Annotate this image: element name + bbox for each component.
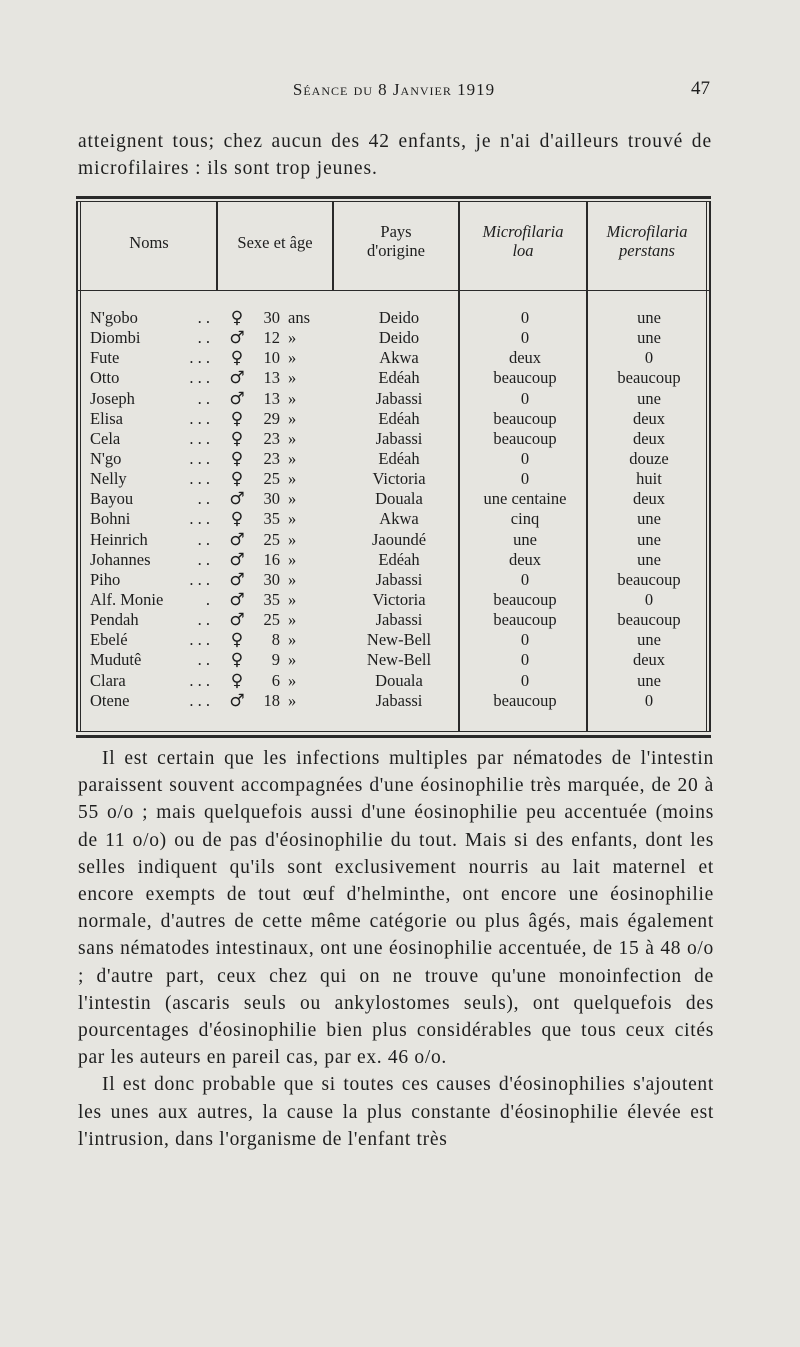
row-origin: Douala [375, 670, 423, 690]
header-loa-line2: loa [512, 241, 534, 260]
row-age-unit: » [288, 368, 297, 388]
row-name: Cela [90, 428, 121, 448]
table-row [76, 671, 711, 691]
row-microfilaria-perstans: une [637, 308, 661, 327]
header-perstans [588, 222, 706, 260]
row-microfilaria-perstans: beaucoup [617, 569, 681, 589]
row-age-unit: » [288, 589, 297, 609]
row-origin: Jabassi [375, 388, 423, 408]
row-microfilaria-loa: beaucoup [493, 610, 557, 630]
row-microfilaria-loa: 0 [520, 569, 530, 589]
table-row [76, 630, 711, 650]
row-age: 6 [271, 670, 280, 690]
table-row [76, 389, 711, 409]
row-dots: . . [197, 610, 210, 630]
row-age: 25 [263, 529, 280, 549]
table-row [76, 610, 711, 630]
row-dots: . . [197, 549, 210, 569]
row-age-unit: » [288, 428, 297, 448]
row-sex-symbol: ♀ [230, 428, 244, 449]
row-microfilaria-loa: 0 [520, 670, 530, 690]
row-age: 25 [263, 469, 280, 489]
row-age: 23 [263, 448, 280, 468]
row-microfilaria-loa: 0 [520, 388, 530, 408]
row-sex-symbol: ♀ [230, 469, 244, 490]
row-age: 18 [263, 690, 280, 710]
row-age: 35 [263, 589, 280, 609]
header-loa-line1: Microfilaria [482, 222, 564, 241]
header-names: Noms [129, 233, 169, 252]
row-age: 30 [263, 308, 280, 327]
row-name: Johannes [90, 549, 151, 569]
row-age: 23 [263, 428, 280, 448]
row-microfilaria-loa: beaucoup [493, 589, 557, 609]
row-age-unit: » [288, 348, 297, 368]
row-age: 8 [271, 630, 280, 650]
row-name: Bayou [90, 489, 134, 509]
row-age-unit: » [288, 408, 297, 428]
body-text [78, 745, 714, 1153]
row-name: Piho [90, 569, 121, 589]
row-age-unit: » [288, 549, 297, 569]
table-row [76, 308, 711, 328]
row-dots: . . . [189, 408, 210, 428]
row-sex-symbol: ♂ [229, 529, 245, 550]
row-origin: Douala [375, 489, 423, 509]
row-microfilaria-perstans: deux [632, 489, 666, 509]
row-age: 10 [263, 348, 280, 368]
row-microfilaria-perstans: une [637, 388, 661, 408]
row-microfilaria-perstans: huit [636, 469, 662, 489]
row-name: Alf. Monie [90, 589, 164, 609]
row-sex-symbol: ♂ [229, 328, 245, 349]
row-dots: . [205, 589, 210, 609]
row-sex-symbol: ♀ [230, 650, 244, 671]
row-microfilaria-loa: beaucoup [493, 368, 557, 388]
table-top-rule-thin [76, 201, 711, 202]
table-row [76, 590, 711, 610]
row-microfilaria-perstans: 0 [644, 589, 654, 609]
row-age: 35 [263, 509, 280, 529]
row-name: Clara [90, 670, 126, 690]
row-origin: Victoria [372, 589, 426, 609]
row-sex-symbol: ♀ [230, 670, 244, 691]
row-origin: Jaoundé [371, 529, 427, 549]
row-name: Ebelé [90, 630, 128, 650]
row-origin: Deido [378, 308, 420, 327]
row-sex-symbol: ♂ [229, 610, 245, 631]
page-number: 47 [691, 78, 710, 99]
row-age: 16 [263, 549, 280, 569]
row-microfilaria-perstans: beaucoup [617, 368, 681, 388]
row-microfilaria-perstans: 0 [644, 348, 654, 368]
table-body [76, 308, 711, 711]
row-age-unit: » [288, 509, 297, 529]
row-microfilaria-perstans: une [637, 670, 661, 690]
row-name: Diombi [90, 328, 141, 348]
row-microfilaria-loa: 0 [520, 630, 530, 650]
running-head [76, 80, 712, 106]
table-row [76, 489, 711, 509]
row-age-unit: » [288, 489, 297, 509]
row-name: N'gobo [90, 308, 138, 327]
row-sex-symbol: ♀ [230, 630, 244, 651]
row-microfilaria-perstans: 0 [644, 690, 654, 710]
row-age: 13 [263, 388, 280, 408]
row-microfilaria-loa: deux [508, 348, 542, 368]
row-dots: . . [197, 308, 210, 327]
row-name: Pendah [90, 610, 139, 630]
row-age-unit: » [288, 650, 297, 670]
row-dots: . . [197, 328, 210, 348]
row-sex-symbol: ♀ [230, 448, 244, 469]
row-name: Nelly [90, 469, 127, 489]
intro-paragraph: atteignent tous; chez aucun des 42 enfants, je n'ai d'ailleurs trouvé de microfilaires : ils sont trop jeunes. [78, 131, 712, 179]
row-sex-symbol: ♂ [229, 690, 245, 711]
table-row [76, 429, 711, 449]
row-age: 13 [263, 368, 280, 388]
row-dots: . . . [189, 348, 210, 368]
row-name: N'go [90, 448, 122, 468]
row-origin: Edéah [378, 368, 420, 388]
row-origin: Deido [378, 328, 420, 348]
row-dots: . . . [189, 509, 210, 529]
row-dots: . . . [189, 368, 210, 388]
row-microfilaria-loa: 0 [520, 448, 530, 468]
row-dots: . . . [189, 670, 210, 690]
row-age-unit: » [288, 448, 297, 468]
row-age-unit: » [288, 670, 297, 690]
header-sex-age: Sexe et âge [237, 233, 313, 252]
row-microfilaria-perstans: deux [632, 408, 666, 428]
row-origin: Victoria [372, 469, 426, 489]
row-sex-symbol: ♀ [230, 308, 244, 328]
row-name: Otene [90, 690, 130, 710]
row-microfilaria-loa: 0 [520, 308, 530, 327]
row-origin: Jabassi [375, 569, 423, 589]
row-age-unit: » [288, 610, 297, 630]
row-dots: . . . [189, 569, 210, 589]
row-sex-symbol: ♀ [230, 348, 244, 369]
header-origin-line2: d'origine [367, 241, 425, 260]
row-dots: . . . [189, 448, 210, 468]
row-microfilaria-loa: 0 [520, 328, 530, 348]
row-origin: Jabassi [375, 428, 423, 448]
row-sex-symbol: ♂ [229, 589, 245, 610]
row-name: Joseph [90, 388, 135, 408]
table-row [76, 650, 711, 670]
row-age-unit: » [288, 529, 297, 549]
row-name: Bohni [90, 509, 131, 529]
table-row [76, 530, 711, 550]
table-row [76, 328, 711, 348]
row-age-unit: » [288, 630, 297, 650]
table-bottom-rule [76, 735, 711, 738]
row-name: Otto [90, 368, 120, 388]
row-dots: . . . [189, 469, 210, 489]
row-dots: . . [197, 489, 210, 509]
row-origin: New-Bell [366, 650, 432, 670]
row-name: Fute [90, 348, 120, 368]
row-dots: . . [197, 388, 210, 408]
row-age: 30 [263, 489, 280, 509]
header-perstans-line1: Microfilaria [606, 222, 688, 241]
table-row [76, 691, 711, 711]
row-dots: . . . [189, 428, 210, 448]
row-sex-symbol: ♀ [230, 509, 244, 530]
row-sex-symbol: ♀ [230, 408, 244, 429]
table-row [76, 348, 711, 368]
microfilaria-table [76, 196, 711, 738]
row-microfilaria-perstans: deux [632, 650, 666, 670]
row-sex-symbol: ♂ [229, 569, 245, 590]
row-age: 29 [263, 408, 280, 428]
row-microfilaria-loa: cinq [510, 509, 540, 529]
row-origin: Edéah [378, 549, 420, 569]
table-row [76, 570, 711, 590]
row-microfilaria-loa: deux [508, 549, 542, 569]
row-name: Mudutê [90, 650, 142, 670]
header-origin-line1: Pays [380, 222, 412, 241]
row-microfilaria-perstans: une [637, 509, 661, 529]
row-age-unit: » [288, 328, 297, 348]
row-microfilaria-perstans: une [637, 529, 661, 549]
row-microfilaria-loa: une centaine [483, 489, 567, 509]
row-sex-symbol: ♂ [229, 388, 245, 409]
row-dots: . . . [189, 630, 210, 650]
body-paragraph-1: Il est certain que les infections multiples par nématodes de l'intestin paraissent souvent accompagnées d'une éosinophilie très marquée, de 20 à 55 o/o ; mais quelquefois aussi d'une éosinophilie peu accentuée (moins de 11 o/o) ou de pas d'éosinophilie du tout. Mais si des enfants, dont les selles indiquent qu'ils sont exclusivement nourris au lait maternel et encore exempts de tout œuf d'helminthe, ont encore une éosinophilie normale, d'autres de cette même catégorie ou plus âgés, mais également sans nématodes intestinaux, ont une éosinophilie accentuée, de 15 à 48 o/o ; d'autre part, ceux chez qui on ne trouve qu'une monoinfection de l'intestin (ascaris seuls ou ankylostomes seuls), ont quelquefois des pourcentages d'éosinophilie bien plus considérables que tous ceux cités par les auteurs en pareil cas, par ex. 46 o/o. [78, 748, 714, 1069]
row-age-unit: » [288, 569, 297, 589]
row-sex-symbol: ♂ [229, 368, 245, 389]
row-age-unit: » [288, 690, 297, 710]
row-microfilaria-loa: beaucoup [493, 428, 557, 448]
row-origin: Jabassi [375, 690, 423, 710]
table-row [76, 449, 711, 469]
running-title: Séance du 8 Janvier 1919 [292, 80, 496, 99]
row-microfilaria-perstans: douze [629, 448, 669, 468]
row-origin: Akwa [379, 348, 419, 368]
table-row [76, 509, 711, 529]
row-age: 9 [271, 650, 280, 670]
header-loa [460, 222, 586, 260]
row-age-unit: » [288, 469, 297, 489]
row-microfilaria-loa: beaucoup [493, 408, 557, 428]
row-microfilaria-loa: 0 [520, 650, 530, 670]
row-origin: Edéah [378, 448, 420, 468]
row-dots: . . [197, 650, 210, 670]
row-name: Elisa [90, 408, 123, 428]
table-row [76, 550, 711, 570]
row-name: Heinrich [90, 529, 148, 549]
row-dots: . . [197, 529, 210, 549]
row-microfilaria-loa: beaucoup [493, 690, 557, 710]
row-microfilaria-perstans: une [637, 549, 661, 569]
body-paragraph-2: Il est donc probable que si toutes ces causes d'éosinophilies s'ajoutent les unes aux autres, la cause la plus constante d'éosinophilie élevée est l'intrusion, dans l'organisme de l'enfant très [78, 1074, 714, 1150]
row-sex-symbol: ♂ [229, 489, 245, 510]
row-dots: . . . [189, 690, 210, 710]
table-row [76, 409, 711, 429]
row-microfilaria-perstans: beaucoup [617, 610, 681, 630]
header-bottom-rule [76, 290, 711, 291]
row-microfilaria-loa: une [513, 529, 537, 549]
header-origin [334, 222, 458, 260]
table-row [76, 469, 711, 489]
row-age-unit: » [288, 388, 297, 408]
row-microfilaria-perstans: deux [632, 428, 666, 448]
row-origin: Akwa [379, 509, 419, 529]
row-age: 25 [263, 610, 280, 630]
table-bottom-rule-thin [76, 731, 711, 732]
row-microfilaria-perstans: une [637, 630, 661, 650]
row-origin: Edéah [378, 408, 420, 428]
row-origin: Jabassi [375, 610, 423, 630]
header-perstans-line2: perstans [619, 241, 675, 260]
row-microfilaria-perstans: une [637, 328, 661, 348]
row-age: 12 [263, 328, 280, 348]
row-origin: New-Bell [366, 630, 432, 650]
row-sex-symbol: ♂ [229, 549, 245, 570]
table-top-rule [76, 196, 711, 199]
row-age: 30 [263, 569, 280, 589]
row-age-unit: ans [288, 308, 310, 327]
row-microfilaria-loa: 0 [520, 469, 530, 489]
table-row [76, 368, 711, 388]
